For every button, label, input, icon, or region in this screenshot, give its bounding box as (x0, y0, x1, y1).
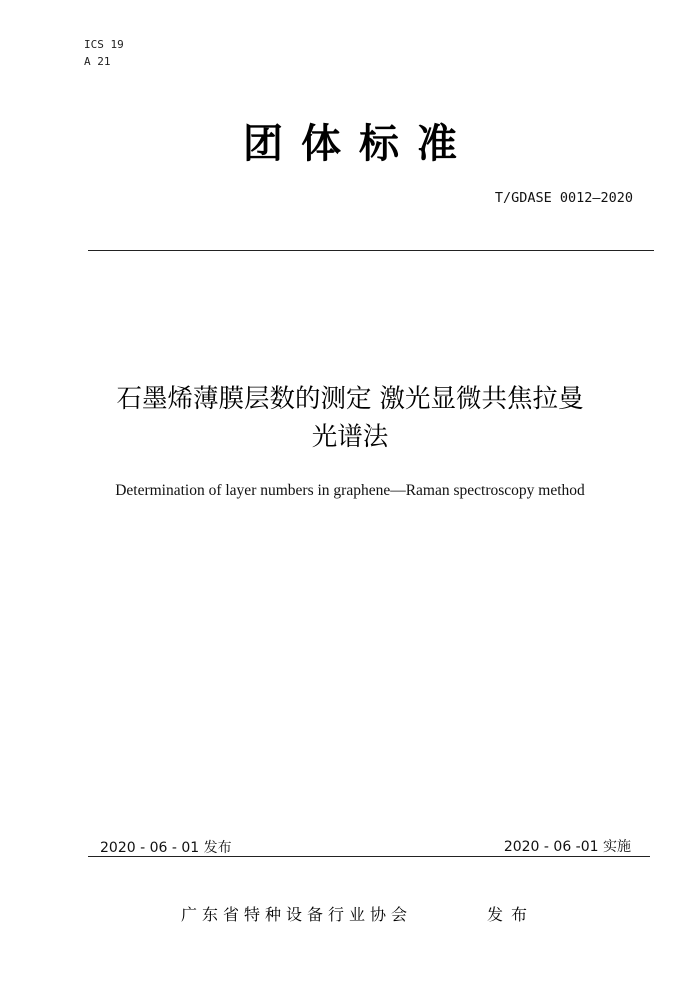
top-divider (88, 250, 654, 251)
document-type-heading: 团体标准 (243, 121, 475, 167)
publisher-name: 广东省特种设备行业协会 (181, 905, 413, 924)
implementation-date: 2020 - 06 -01 实施 (503, 839, 631, 855)
bottom-divider (88, 856, 650, 857)
chinese-title-line-1: 石墨烯薄膜层数的测定 激光显微共焦拉曼 (116, 384, 584, 414)
publish-label: 发布 (487, 905, 536, 924)
classification-codes (84, 36, 124, 70)
ccs-code: A 21 (84, 55, 111, 68)
issue-date: 2020 - 06 - 01 发布 (100, 840, 232, 856)
chinese-title-line-2: 光谱法 (311, 422, 389, 452)
document-number: T/GDASE 0012—2020 (494, 190, 633, 206)
ics-code: ICS 19 (84, 38, 124, 51)
english-title: Determination of layer numbers in graphene—Raman spectroscopy method (115, 482, 585, 499)
chinese-title (50, 380, 650, 456)
